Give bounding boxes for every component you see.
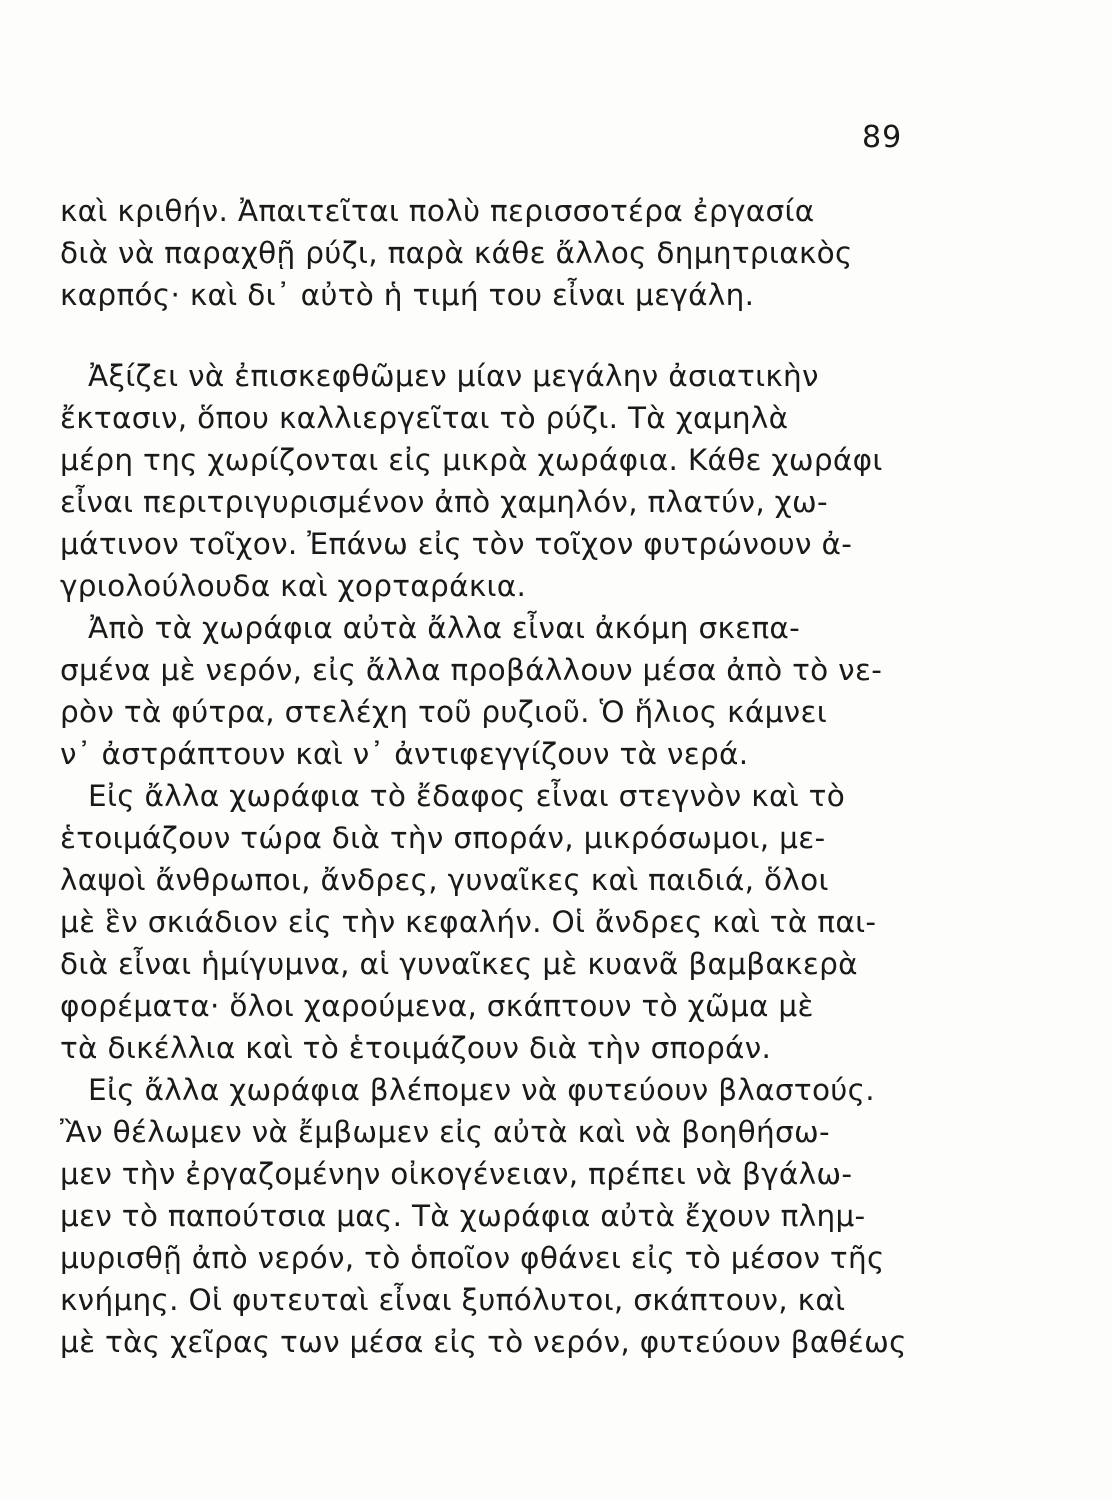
text-line: ρὸν τὰ φύτρα, στελέχη τοῦ ρυζιοῦ. Ὁ ἥλιος κάμνει bbox=[60, 695, 827, 729]
page-number: 89 bbox=[862, 120, 903, 155]
text-line: φορέματα· ὅλοι χαρούμενα, σκάπτουν τὸ χῶμα μὲ bbox=[60, 989, 814, 1023]
text-line: μεν τὸ παπούτσια μας. Τὰ χωράφια αὐτὰ ἔχουν πλημ- bbox=[60, 1199, 866, 1233]
text-line: Εἰς ἄλλα χωράφια τὸ ἔδαφος εἶναι στεγνὸν καὶ τὸ bbox=[88, 779, 846, 813]
text-line: Ἂν θέλωμεν νὰ ἔμβωμεν εἰς αὐτὰ καὶ νὰ βοηθήσω- bbox=[60, 1115, 830, 1149]
text-line: μὲ ἓν σκιάδιον εἰς τὴν κεφαλήν. Οἱ ἄνδρες καὶ τὰ παι- bbox=[60, 905, 877, 939]
text-line: καρπός· καὶ δι᾽ αὐτὸ ἡ τιμή του εἶναι μεγάλη. bbox=[60, 278, 755, 312]
text-line: μέρη της χωρίζονται εἰς μικρὰ χωράφια. Κάθε χωράφι bbox=[60, 443, 883, 477]
text-line: μεν τὴν ἐργαζομένην οἰκογένειαν, πρέπει νὰ βγάλω- bbox=[60, 1157, 853, 1191]
text-line: μὲ τὰς χεῖρας των μέσα εἰς τὸ νερόν, φυτεύουν βαθέως bbox=[60, 1325, 907, 1359]
text-line: σμένα μὲ νερόν, εἰς ἄλλα προβάλλουν μέσα ἀπὸ τὸ νε- bbox=[60, 653, 883, 687]
text-line: τὰ δικέλλια καὶ τὸ ἑτοιμάζουν διὰ τὴν σποράν. bbox=[60, 1031, 772, 1065]
text-line: κνήμης. Οἱ φυτευταὶ εἶναι ξυπόλυτοι, σκάπτουν, καὶ bbox=[60, 1283, 846, 1317]
text-line: μάτινον τοῖχον. Ἐπάνω εἰς τὸν τοῖχον φυτρώνουν ἀ- bbox=[60, 527, 853, 561]
text-line: Ἀπὸ τὰ χωράφια αὐτὰ ἄλλα εἶναι ἀκόμη σκεπα- bbox=[88, 611, 801, 645]
text-line: διὰ νὰ παραχθῇ ρύζι, παρὰ κάθε ἄλλος δημητριακὸς bbox=[60, 236, 853, 270]
text-line: μυρισθῇ ἀπὸ νερόν, τὸ ὁποῖον φθάνει εἰς τὸ μέσον τῆς bbox=[60, 1241, 885, 1275]
text-line: Εἰς ἄλλα χωράφια βλέπομεν νὰ φυτεύουν βλαστούς. bbox=[88, 1073, 875, 1107]
text-line: καὶ κριθήν. Ἀπαιτεῖται πολὺ περισσοτέρα ἐργασία bbox=[60, 194, 815, 228]
text-line: ν᾽ ἀστράπτουν καὶ ν᾽ ἀντιφεγγίζουν τὰ νερά. bbox=[60, 737, 749, 771]
text-line: ἔκτασιν, ὅπου καλλιεργεῖται τὸ ρύζι. Τὰ χαμηλὰ bbox=[60, 401, 789, 435]
text-line: διὰ εἶναι ἡμίγυμνα, αἱ γυναῖκες μὲ κυανᾶ βαμβακερὰ bbox=[60, 947, 858, 981]
text-line: ἑτοιμάζουν τώρα διὰ τὴν σποράν, μικρόσωμοι, με- bbox=[60, 821, 826, 855]
text-line: λαψοὶ ἄνθρωποι, ἄνδρες, γυναῖκες καὶ παιδιά, ὅλοι bbox=[60, 863, 829, 897]
text-line: γριολούλουδα καὶ χορταράκια. bbox=[60, 569, 527, 603]
text-line: εἶναι περιτριγυρισμένον ἀπὸ χαμηλόν, πλατύν, χω- bbox=[60, 485, 828, 519]
text-line: Ἀξίζει νὰ ἐπισκεφθῶμεν μίαν μεγάλην ἀσιατικὴν bbox=[88, 359, 819, 393]
